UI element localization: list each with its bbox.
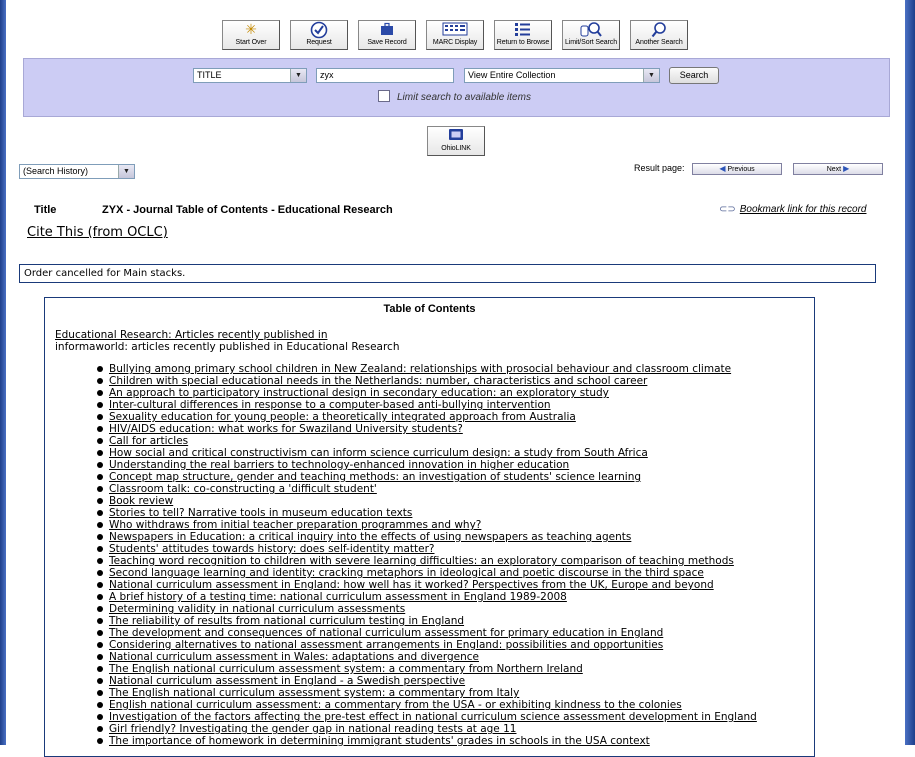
article-link[interactable]: Who withdraws from initial teacher preparation programmes and why? xyxy=(109,519,482,531)
article-link[interactable]: English national curriculum assessment: a commentary from the USA - or exhibiting kindness to the colonies xyxy=(109,699,682,711)
marc-display-button[interactable]: MARC Display xyxy=(426,20,484,50)
title-value: ZYX - Journal Table of Contents - Educational Research xyxy=(102,204,393,216)
article-link[interactable]: Concept map structure, gender and teaching methods: an investigation of students' science learning xyxy=(109,471,642,483)
list-item xyxy=(93,399,757,411)
article-link[interactable]: Call for articles xyxy=(109,435,189,447)
checkmark-icon xyxy=(291,21,347,39)
feed-link[interactable]: Educational Research: Articles recently published in xyxy=(55,329,328,341)
list-item xyxy=(93,687,757,699)
list-item xyxy=(93,615,757,627)
article-link[interactable]: Book review xyxy=(109,495,174,507)
bookmark-link[interactable]: ⊂⊃ Bookmark link for this record xyxy=(719,204,867,215)
article-link[interactable]: Bullying among primary school children in New Zealand: relationships with prosocial behaviour and classroom climate xyxy=(109,363,732,375)
article-link[interactable]: National curriculum assessment in Wales: adaptations and divergence xyxy=(109,651,479,663)
article-link[interactable]: Teaching word recognition to children with severe learning difficulties: an exploratory comparison of teaching methods xyxy=(109,555,734,567)
list-item xyxy=(93,651,757,663)
article-link[interactable]: Determining validity in national curriculum assessments xyxy=(109,603,406,615)
marc-grid-icon xyxy=(427,21,483,39)
search-input[interactable]: zyx xyxy=(316,68,454,83)
chevron-down-icon: ▼ xyxy=(290,69,306,82)
limit-available-label: Limit search to available items xyxy=(397,92,531,103)
list-item xyxy=(93,639,757,651)
hand-magnifier-icon xyxy=(563,21,619,39)
chain-link-icon: ⊂⊃ xyxy=(719,204,736,215)
list-item xyxy=(93,699,757,711)
list-item xyxy=(93,663,757,675)
list-item xyxy=(93,555,757,567)
limit-sort-search-button[interactable]: Limit/Sort Search xyxy=(562,20,620,50)
arrow-left-icon: ◀ xyxy=(719,164,726,173)
list-item xyxy=(93,363,757,375)
article-link[interactable]: National curriculum assessment in England: how well has it worked? Perspectives from the UK, Europe and beyond xyxy=(109,579,714,591)
article-link[interactable]: Girl friendly? Investigating the gender gap in national reading tests at age 11 xyxy=(109,723,517,735)
window-frame-left xyxy=(0,0,6,745)
list-item xyxy=(93,603,757,615)
toc-heading: Table of Contents xyxy=(383,303,476,315)
request-button[interactable]: Request xyxy=(290,20,348,50)
article-link[interactable]: How social and critical constructivism can inform science curriculum design: a study from South Africa xyxy=(109,447,648,459)
chevron-down-icon: ▼ xyxy=(118,165,134,178)
another-search-button[interactable]: Another Search xyxy=(630,20,688,50)
list-item xyxy=(93,519,757,531)
list-item xyxy=(93,447,757,459)
limit-available-checkbox[interactable] xyxy=(378,90,390,102)
list-item xyxy=(93,531,757,543)
list-item xyxy=(93,675,757,687)
list-item xyxy=(93,591,757,603)
briefcase-icon xyxy=(359,21,415,39)
article-link[interactable]: Classroom talk: co-constructing a 'difficult student' xyxy=(109,483,377,495)
article-link[interactable]: Sexuality education for young people: a theoretically integrated approach from Australia xyxy=(109,411,576,423)
search-field-select[interactable]: TITLE ▼ xyxy=(193,68,307,83)
start-over-button[interactable]: ✳ Start Over xyxy=(222,20,280,50)
article-link[interactable]: HIV/AIDS education: what works for Swaziland University students? xyxy=(109,423,463,435)
article-link[interactable]: Investigation of the factors affecting the pre-test effect in national curriculum science assessment development in England xyxy=(109,711,757,723)
toc-article-list xyxy=(93,363,757,747)
list-item xyxy=(93,423,757,435)
list-item xyxy=(93,435,757,447)
article-link[interactable]: The reliability of results from national curriculum testing in England xyxy=(109,615,465,627)
title-label: Title xyxy=(34,204,57,216)
list-item xyxy=(93,483,757,495)
article-link[interactable]: The development and consequences of national curriculum assessment for primary education in England xyxy=(109,627,664,639)
article-link[interactable]: National curriculum assessment in England - a Swedish perspective xyxy=(109,675,466,687)
list-item xyxy=(93,627,757,639)
list-item xyxy=(93,507,757,519)
list-item xyxy=(93,495,757,507)
search-history-select[interactable]: (Search History) ▼ xyxy=(19,164,135,179)
window-frame-right xyxy=(905,0,915,745)
article-link[interactable]: Students' attitudes towards history: does self-identity matter? xyxy=(109,543,435,555)
chevron-down-icon: ▼ xyxy=(643,69,659,82)
table-of-contents xyxy=(44,297,815,757)
return-to-browse-button[interactable]: Return to Browse xyxy=(494,20,552,50)
list-item xyxy=(93,723,757,735)
article-link[interactable]: A brief history of a testing time: national curriculum assessment in England 1989-2008 xyxy=(109,591,567,603)
cite-this-link[interactable]: Cite This (from OCLC) xyxy=(27,225,168,240)
list-item xyxy=(93,579,757,591)
article-link[interactable]: The English national curriculum assessment system: a commentary from Northern Ireland xyxy=(109,663,583,675)
list-item xyxy=(93,735,757,747)
result-page-label: Result page: xyxy=(634,163,685,173)
article-link[interactable]: Considering alternatives to national assessment arrangements in England: possibilities and opportunities xyxy=(109,639,664,651)
article-link[interactable]: Children with special educational needs in the Netherlands: number, characteristics and school career xyxy=(109,375,648,387)
article-link[interactable]: Stories to tell? Narrative tools in museum education texts xyxy=(109,507,413,519)
ohiolink-icon xyxy=(428,127,484,145)
collection-select[interactable]: View Entire Collection ▼ xyxy=(464,68,660,83)
article-link[interactable]: An approach to participatory instructional design in secondary education: an exploratory study xyxy=(109,387,609,399)
next-button[interactable]: Next ▶ xyxy=(793,163,883,175)
search-panel xyxy=(23,58,890,117)
list-item xyxy=(93,375,757,387)
article-link[interactable]: Second language learning and identity: cracking metaphors in ideological and poetic discourse in the third space xyxy=(109,567,704,579)
arrow-right-icon: ▶ xyxy=(843,164,850,173)
article-link[interactable]: Understanding the real barriers to technology-enhanced innovation in higher education xyxy=(109,459,570,471)
list-item xyxy=(93,711,757,723)
list-item xyxy=(93,411,757,423)
list-item xyxy=(93,471,757,483)
article-link[interactable]: The English national curriculum assessment system: a commentary from Italy xyxy=(109,687,520,699)
article-link[interactable]: The importance of homework in determining immigrant students' grades in schools in the USA context xyxy=(109,735,650,747)
toc-feed xyxy=(55,329,399,353)
list-item xyxy=(93,567,757,579)
list-browse-icon xyxy=(495,21,551,39)
previous-button[interactable]: ◀ Previous xyxy=(692,163,782,175)
list-item xyxy=(93,387,757,399)
list-item xyxy=(93,543,757,555)
article-link[interactable]: Newspapers in Education: a critical inquiry into the effects of using newspapers as teaching agents xyxy=(109,531,632,543)
magnifier-icon xyxy=(631,21,687,39)
starburst-icon: ✳ xyxy=(245,22,257,38)
search-button[interactable]: Search xyxy=(669,67,719,84)
article-link[interactable]: Inter-cultural differences in response to a computer-based anti-bullying intervention xyxy=(109,399,551,411)
status-box: Order cancelled for Main stacks. xyxy=(19,264,876,283)
feed-description: informaworld: articles recently published in Educational Research xyxy=(55,341,400,353)
list-item xyxy=(93,459,757,471)
save-record-button[interactable]: Save Record xyxy=(358,20,416,50)
ohiolink-button[interactable]: OhioLINK xyxy=(427,126,485,156)
